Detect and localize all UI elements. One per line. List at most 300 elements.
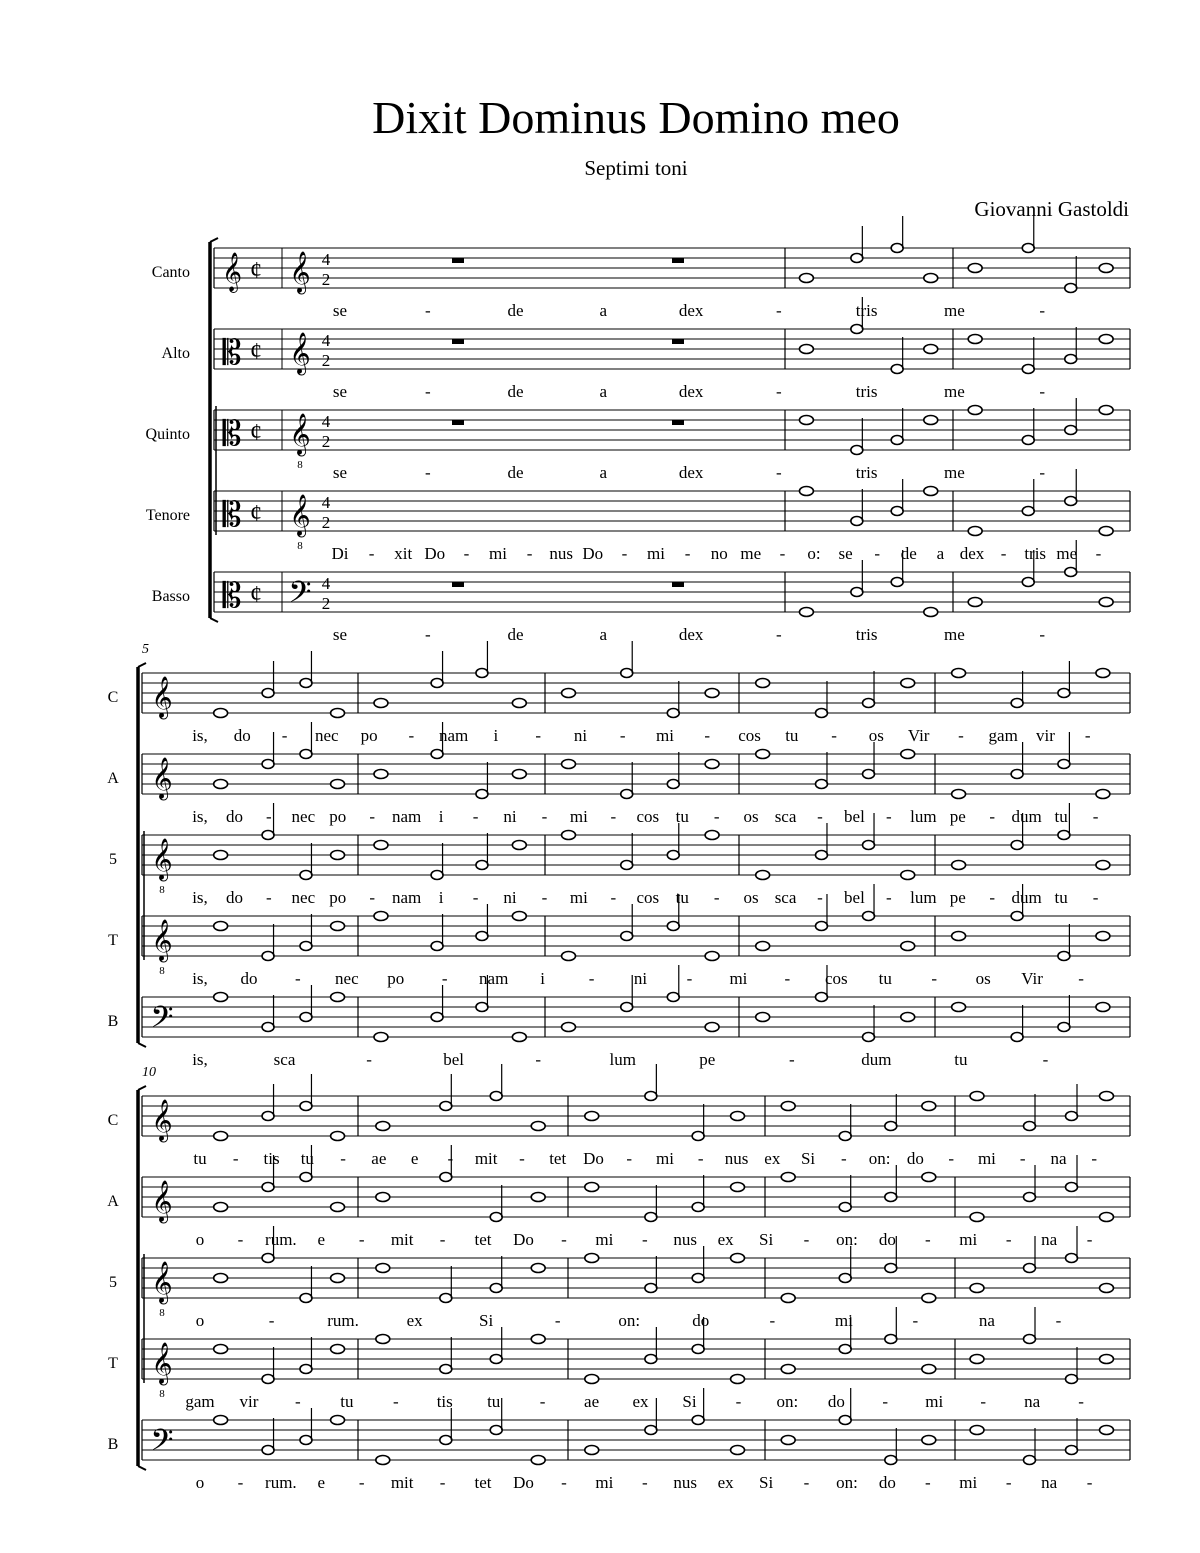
note-head [440,1436,452,1445]
note-head [1058,952,1070,961]
lyric-syllable: vir [239,1392,259,1411]
lyric-hyphen: - [874,544,881,563]
note-head [331,1132,345,1141]
lyric-syllable: tu [675,888,689,907]
lyric-syllable: e [317,1230,326,1249]
lyric-syllable: mi [595,1473,614,1492]
lyric-syllable: de [507,625,524,644]
note-head [667,922,679,931]
lyric-syllable: tris [855,382,878,401]
lyric-hyphen: - [447,1149,454,1168]
note-head [922,1173,936,1182]
note-head [885,1335,897,1344]
note-head [262,1023,274,1032]
bass-clef-icon: 𝄢 [150,1001,174,1041]
lyric-syllable: tu [785,726,799,745]
note-head [476,932,488,941]
note-head [968,527,982,536]
lyric-syllable: os [975,969,991,988]
lyric-hyphen: - [392,1392,399,1411]
lyric-syllable: on: [836,1230,858,1249]
lyric-syllable: rum. [265,1230,297,1249]
lyric-hyphen: - [831,726,837,745]
lyric-hyphen: - [713,807,720,826]
lyric-syllable: tu [300,1149,314,1168]
lyric-hyphen: - [519,1149,525,1168]
note-head [585,1112,599,1121]
lyric-syllable: tis [263,1149,280,1168]
lyric-syllable: nus [549,544,574,563]
note-head [512,699,526,708]
lyric-syllable: nam [479,969,509,988]
lyric-syllable: mi [925,1392,944,1411]
lyric-syllable: dum [1011,807,1042,826]
note-head [1096,1003,1110,1012]
lyric-syllable: is, [192,1050,208,1069]
lyric-hyphen: - [1039,382,1046,401]
note-head [1066,1183,1078,1192]
lyric-syllable: tu [878,969,892,988]
lyric-syllable: nus [724,1149,749,1168]
lyric-syllable: de [507,301,524,320]
lyric-hyphen: - [776,382,782,401]
lyric-hyphen: - [295,1392,301,1411]
note-head [374,841,388,850]
note-head [531,1122,545,1131]
note-head [331,709,345,718]
lyric-hyphen: - [980,1392,986,1411]
lyric-hyphen: - [441,969,448,988]
rest-icon [672,339,684,344]
part-label: Canto [151,264,190,281]
lyric-syllable: tris [855,625,878,644]
lyric-syllable: a [599,625,608,644]
lyric-hyphen: - [463,544,470,563]
lyric-hyphen: - [817,888,823,907]
lyric-syllable: tu [340,1392,354,1411]
lyric-hyphen: - [989,807,996,826]
note-head [970,1092,984,1101]
note-head [374,912,388,921]
lyric-hyphen: - [803,1473,810,1492]
lyric-syllable: mi [595,1230,614,1249]
lyric-hyphen: - [621,544,628,563]
note-head [952,932,966,941]
note-head [512,841,526,850]
note-head [851,517,863,526]
lyric-syllable: tris [1024,544,1047,563]
note-head [922,1436,936,1445]
note-head [970,1213,984,1222]
lyric-syllable: ae [584,1392,600,1411]
lyric-hyphen: - [358,1230,365,1249]
lyric-hyphen: - [1039,625,1046,644]
lyric-syllable: do [240,969,258,988]
lyric-syllable: is, [192,807,208,826]
note-head [262,689,274,698]
lyric-syllable: me [944,301,965,320]
lyric-hyphen: - [784,969,791,988]
lyric-syllable: mi [959,1230,978,1249]
note-head [262,1112,274,1121]
lyric-hyphen: - [1055,1311,1062,1330]
note-head [815,709,827,718]
note-head [562,1023,576,1032]
lyric-hyphen: - [588,969,595,988]
lyric-syllable: na [1041,1473,1058,1492]
note-head [300,1013,312,1022]
note-head [562,689,576,698]
cut-time-icon: ¢ [250,582,262,608]
note-head [851,325,863,334]
note-head [431,1013,443,1022]
lyric-syllable: o: [807,544,821,563]
lyric-syllable: sca [273,1050,296,1069]
lyric-syllable: tris [855,301,878,320]
bracket-hook [138,663,146,667]
lyric-syllable: tu [675,807,689,826]
lyric-syllable: lum [910,807,937,826]
lyric-syllable: Do [582,544,604,563]
lyric-syllable: Si [682,1392,697,1411]
note-head [431,871,443,880]
lyric-syllable: mit [474,1149,498,1168]
note-head [667,780,679,789]
note-head [376,1122,390,1131]
octave-mark: 8 [297,540,303,552]
lyric-hyphen: - [1084,726,1091,745]
bracket-hook [210,618,218,622]
note-head [1065,426,1077,435]
lyric-syllable: is, [192,726,208,745]
lyric-syllable: gam [988,726,1018,745]
lyric-syllable: i [438,807,444,826]
part-label: 5 [109,851,117,868]
lyric-syllable: po [329,807,347,826]
note-head [815,922,827,931]
time-signature-top: 4 [321,412,331,431]
lyric-hyphen: - [1095,544,1102,563]
note-head [756,750,770,759]
lyric-hyphen: - [561,1230,567,1249]
note-head [214,709,228,718]
note-head [705,1023,719,1032]
note-head [756,679,770,688]
lyric-hyphen: - [1039,463,1046,482]
lyric-hyphen: - [369,888,376,907]
note-head [1022,507,1034,516]
note-head [839,1416,851,1425]
note-head [645,1284,657,1293]
lyric-syllable: se [332,463,348,482]
note-head [585,1254,599,1263]
note-head [851,446,863,455]
lyric-syllable: me [740,544,762,563]
lyric-syllable: on: [618,1311,641,1330]
lyric-hyphen: - [912,1311,919,1330]
note-head [692,1203,704,1212]
note-head [1100,1355,1114,1364]
lyric-syllable: po [329,888,347,907]
lyric-syllable: nus [673,1473,698,1492]
bass-clef-icon: 𝄢 [288,576,312,616]
treble-clef-icon: 𝄞 [289,333,311,373]
note-head [1066,1112,1078,1121]
lyric-syllable: de [507,463,524,482]
lyric-syllable: on: [868,1149,891,1168]
lyric-hyphen: - [779,544,786,563]
measure-number: 10 [142,1065,156,1080]
lyric-syllable: vir [1036,726,1055,745]
lyric-hyphen: - [704,726,711,745]
note-head [1065,497,1077,506]
lyric-syllable: nec [291,807,316,826]
treble-clef-icon: 𝄞 [151,1343,173,1383]
note-head [300,1365,312,1374]
note-head [214,851,228,860]
note-head [968,598,982,607]
note-head [331,1416,345,1425]
c-clef-icon: 𝄡 [222,335,242,372]
cut-time-icon: ¢ [250,501,262,527]
lyric-hyphen: - [237,1473,244,1492]
note-head [731,1183,745,1192]
cut-time-icon: ¢ [250,258,262,284]
note-head [756,942,770,951]
lyric-syllable: sca [774,888,797,907]
note-head [262,952,274,961]
lyric-hyphen: - [424,463,431,482]
lyric-hyphen: - [424,382,431,401]
note-head [645,1213,657,1222]
note-head [901,942,915,951]
lyric-syllable: nam [438,726,469,745]
octave-mark: 8 [159,1307,165,1319]
note-head [799,274,813,283]
note-head [692,1416,704,1425]
note-head [1058,1023,1070,1032]
note-head [1096,790,1110,799]
lyric-syllable: na [1050,1149,1067,1168]
lyric-syllable: de [507,382,524,401]
note-head [781,1365,795,1374]
lyric-hyphen: - [1039,301,1046,320]
note-head [901,679,915,688]
lyric-syllable: rum. [265,1473,297,1492]
lyric-syllable: nec [335,969,359,988]
note-head [731,1375,745,1384]
note-head [645,1355,657,1364]
note-head [331,780,345,789]
part-label: Alto [161,345,190,362]
lyric-hyphen: - [713,888,720,907]
lyric-syllable: de [900,544,917,563]
lyric-hyphen: - [776,463,782,482]
lyric-syllable: mi [489,544,507,563]
lyric-syllable: a [599,382,608,401]
note-head [374,770,388,779]
note-head [476,1003,488,1012]
note-head [621,861,633,870]
lyric-hyphen: - [340,1149,346,1168]
note-head [799,345,813,354]
note-head [863,912,875,921]
note-head [331,1274,345,1283]
note-head [531,1456,545,1465]
lyric-syllable: mi [656,726,674,745]
lyric-syllable: do [878,1230,896,1249]
lyric-syllable: tu [954,1050,968,1069]
note-head [585,1183,599,1192]
lyric-syllable: do [827,1392,845,1411]
time-signature-top: 4 [321,574,331,593]
lyric-syllable: Si [479,1311,494,1330]
note-head [214,1274,228,1283]
note-head [924,487,938,496]
rest-icon [452,258,464,263]
lyric-syllable: ae [371,1149,387,1168]
note-head [705,952,719,961]
note-head [839,1132,851,1141]
lyric-hyphen: - [526,544,533,563]
lyric-hyphen: - [803,1230,810,1249]
note-head [300,1436,312,1445]
lyric-hyphen: - [539,1392,546,1411]
lyric-hyphen: - [1086,1230,1093,1249]
score-title: Dixit Dominus Domino meo [372,92,900,143]
note-head [667,993,679,1002]
treble-clef-icon: 𝄞 [151,920,173,960]
lyric-syllable: a [599,301,608,320]
note-head [922,1102,936,1111]
part-label: C [107,1112,119,1129]
note-head [431,750,443,759]
time-signature-bottom: 2 [321,351,331,370]
treble-clef-icon: 𝄞 [289,414,311,454]
part-label: B [107,1013,119,1030]
lyric-hyphen: - [232,1149,239,1168]
note-head [214,1416,228,1425]
bracket-hook [138,1466,146,1470]
note-head [1066,1254,1078,1263]
lyric-syllable: pe [699,1050,716,1069]
lyric-syllable: tis [436,1392,453,1411]
lyric-hyphen: - [561,1473,567,1492]
lyric-hyphen: - [641,1473,648,1492]
lyric-hyphen: - [924,1230,931,1249]
note-head [731,1254,745,1263]
note-head [645,1426,657,1435]
note-head [970,1426,984,1435]
lyric-hyphen: - [619,726,626,745]
note-head [1096,861,1110,870]
note-head [1100,1284,1114,1293]
note-head [1096,669,1110,678]
note-head [781,1173,795,1182]
part-label: T [108,1355,118,1372]
note-head [1065,284,1077,293]
lyric-syllable: tu [487,1392,501,1411]
lyric-syllable: tris [855,463,878,482]
note-head [531,1335,545,1344]
lyric-syllable: o [195,1230,205,1249]
octave-mark: 8 [159,884,165,896]
lyric-syllable: do [692,1311,710,1330]
lyric-syllable: cos [636,888,660,907]
lyric-hyphen: - [535,1050,542,1069]
lyric-syllable: e [317,1473,326,1492]
note-head [1022,365,1034,374]
note-head [1058,760,1070,769]
time-signature-bottom: 2 [321,270,331,289]
note-head [300,679,312,688]
note-head [781,1294,795,1303]
note-head [1011,770,1023,779]
note-head [300,871,312,880]
cut-time-icon: ¢ [250,339,262,365]
lyric-hyphen: - [788,1050,795,1069]
note-head [645,1092,657,1101]
lyric-syllable: do [225,888,243,907]
lyric-hyphen: - [439,1473,446,1492]
c-clef-icon: 𝄡 [222,578,242,615]
lyric-syllable: Vir [907,726,930,745]
lyric-syllable: po [387,969,405,988]
note-head [851,254,863,263]
note-head [490,1426,502,1435]
lyric-hyphen: - [641,1230,648,1249]
note-head [214,922,228,931]
lyric-syllable: i [493,726,499,745]
note-head [705,689,719,698]
note-head [924,274,938,283]
lyric-hyphen: - [358,1473,365,1492]
note-head [781,1436,795,1445]
note-head [885,1193,897,1202]
lyric-syllable: bel [844,807,865,826]
lyric-syllable: tu [193,1149,207,1168]
note-head [1065,355,1077,364]
lyric-hyphen: - [1092,807,1099,826]
score-subtitle: Septimi toni [584,156,688,180]
lyric-syllable: Di [331,544,349,563]
lyric-syllable: lum [609,1050,636,1069]
note-head [300,1294,312,1303]
note-head [1099,264,1113,273]
note-head [1011,841,1023,850]
lyric-syllable: o [195,1311,205,1330]
note-head [512,912,526,921]
note-head [585,1446,599,1455]
note-head [1024,1456,1036,1465]
lyric-hyphen: - [439,1230,446,1249]
part-label: A [107,1193,119,1210]
lyric-syllable: Si [800,1149,816,1168]
lyric-syllable: na [978,1311,995,1330]
lyric-syllable: sca [774,807,797,826]
lyric-hyphen: - [368,544,375,563]
note-head [815,780,827,789]
lyric-syllable: a [936,544,945,563]
lyric-syllable: bel [844,888,865,907]
lyric-syllable: mi [569,888,588,907]
lyric-syllable: do [225,807,243,826]
lyric-hyphen: - [776,625,782,644]
lyric-hyphen: - [886,888,892,907]
rest-icon [672,582,684,587]
note-head [562,831,576,840]
treble-clef-icon: 𝄞 [151,677,173,717]
